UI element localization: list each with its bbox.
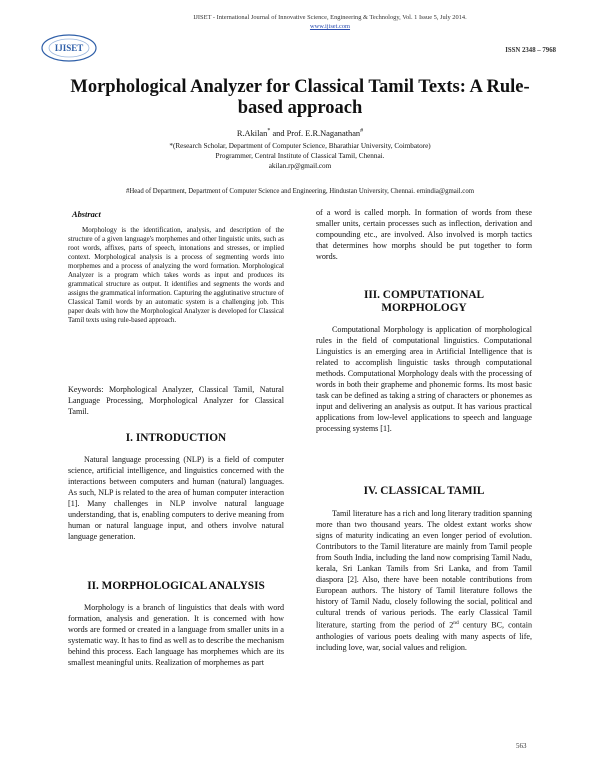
section-heading-line-2: MORPHOLOGY (381, 302, 467, 314)
introduction-text: Natural language processing (NLP) is a field of computer science, artificial intelligence, and linguistics concerned with the interactions between computers and human (natural) languages. As such, NLP is related to the area of human computer interaction [1]. Many challenges in NLP involve natural language understanding, that is, enabling computers to derive meaning from human or natural language input, and others involve natural language generation. (68, 455, 284, 541)
title-line-2: based approach (237, 98, 363, 118)
author-1: R.Akilan (236, 128, 268, 138)
morphological-analysis-continued: of a word is called morph. In formation of words from these smaller units, certain processes such as inflection, derivation and compounding etc., are involved. Also involved is morph tactics that determines how morphs should be put together to form words. (316, 208, 532, 261)
issn: ISSN 2348 – 7968 (505, 47, 556, 54)
abstract-text: Morphology is the identification, analysis, and description of the structure of a given language's morphemes and other linguistic units, such as root words, affixes, parts of speech, intonations and stresses, or implied context. Morphological analysis is a process of segmenting words into morphemes and a process of analyzing the word formation. Morphological Analyzer is a program which takes words as input and produces its grammatical structure as output. It identifies and segments the words and assigns the grammatical information. Capturing the agglutinative structure of Classical Tamil words by an automatic system is a challenging job. This paper deals with how the Morphological Analyzer is developed for Classical Tamil texts using rule-based approach. (68, 226, 284, 324)
classical-tamil-text (316, 508, 532, 653)
section-heading-line-1: III. COMPUTATIONAL (363, 289, 485, 301)
section-heading-morphological-analysis: II. MORPHOLOGICAL ANALYSIS (87, 580, 265, 592)
title-line-1: Morphological Analyzer for Classical Tamil Texts: A Rule- (70, 77, 530, 97)
page-number: 563 (516, 742, 527, 750)
section-heading-computational-morphology (316, 289, 532, 315)
affiliation-line-1: *(Research Scholar, Department of Computer Science, Bharathiar University, Coimbatore) (169, 142, 431, 150)
author-list (60, 128, 540, 138)
ordinal-suffix: nd (453, 620, 459, 626)
affiliation-line-3: #Head of Department, Department of Computer Science and Engineering, Hindustan University, Chennai. ernindia@gmail.com (125, 188, 475, 195)
morphological-analysis-text: Morphology is a branch of linguistics that deals with word formation, analysis and generation. It is concerned with how words are formed or created in a language from smaller units in a systematic way. It has to find as well as to describe the mechanism behind this process. Each language has morphemes which are its smallest meaningful units. Realization of morphemes as part (68, 603, 284, 667)
author-1-mark: * (267, 128, 271, 134)
classical-tamil-text-b: century BC, contain anthologies of various poets dealing with many aspects of life, including love, war, social values and religion. (316, 620, 532, 652)
author-2-mark: # (360, 128, 364, 134)
classical-tamil-text-a: Tamil literature has a rich and long literary tradition spanning more than two thousand years. The oldest extant works show signs of maturity indicating an even longer period of evolution. Contributors to the Tamil literature are mainly from Tamil people from South India, including the land now comprising Tamil Nadu, kerala, Sri Lankan Tamils from Sri Lanka, and from Tamil diaspora [2]. Also, there have been notable contributions from European authors. The history of Tamil literature follows the history of Tamil Nadu, closely following the social, political and cultural trends of various periods. The early Classical Tamil literature, starting from the period of 2 (316, 509, 532, 630)
affiliation-line-2: Programmer, Central Institute of Classical Tamil, Chennai. (215, 152, 385, 160)
section-heading-classical-tamil: IV. CLASSICAL TAMIL (363, 485, 485, 497)
author-2: and Prof. E.R.Naganathan (270, 128, 361, 138)
journal-url-link[interactable]: www.ijiset.com (309, 23, 351, 30)
author-email-1[interactable]: akilan.rp@gmail.com (268, 162, 332, 170)
abstract-heading: Abstract (72, 210, 101, 219)
computational-morphology-text: Computational Morphology is application of morphological rules in the field of computational linguistics. Computational Linguistics is an emerging area in Artificial Intelligence that is related to accomplish linguistic tasks through computational methods. Computational Morphology deals with the processing of words in both their grapheme and phonemic forms. Its most basic task can be defined as taking a string of characters or phonemes as input and delivering an analysis as output. It has various practical applications from low-level applications to speech and language processing systems [1]. (316, 325, 532, 433)
journal-logo (40, 30, 98, 66)
logo-text: IJISET (54, 43, 84, 53)
section-heading-introduction: I. INTRODUCTION (125, 432, 227, 444)
journal-citation: IJISET - International Journal of Innovative Science, Engineering & Technology, Vol. 1 Issue 5, July 2014. (193, 14, 467, 21)
keywords: Keywords: Morphological Analyzer, Classical Tamil, Natural Language Processing, Morphological Analyzer for Classical Tamil. (68, 385, 284, 416)
paper-title (60, 77, 540, 119)
